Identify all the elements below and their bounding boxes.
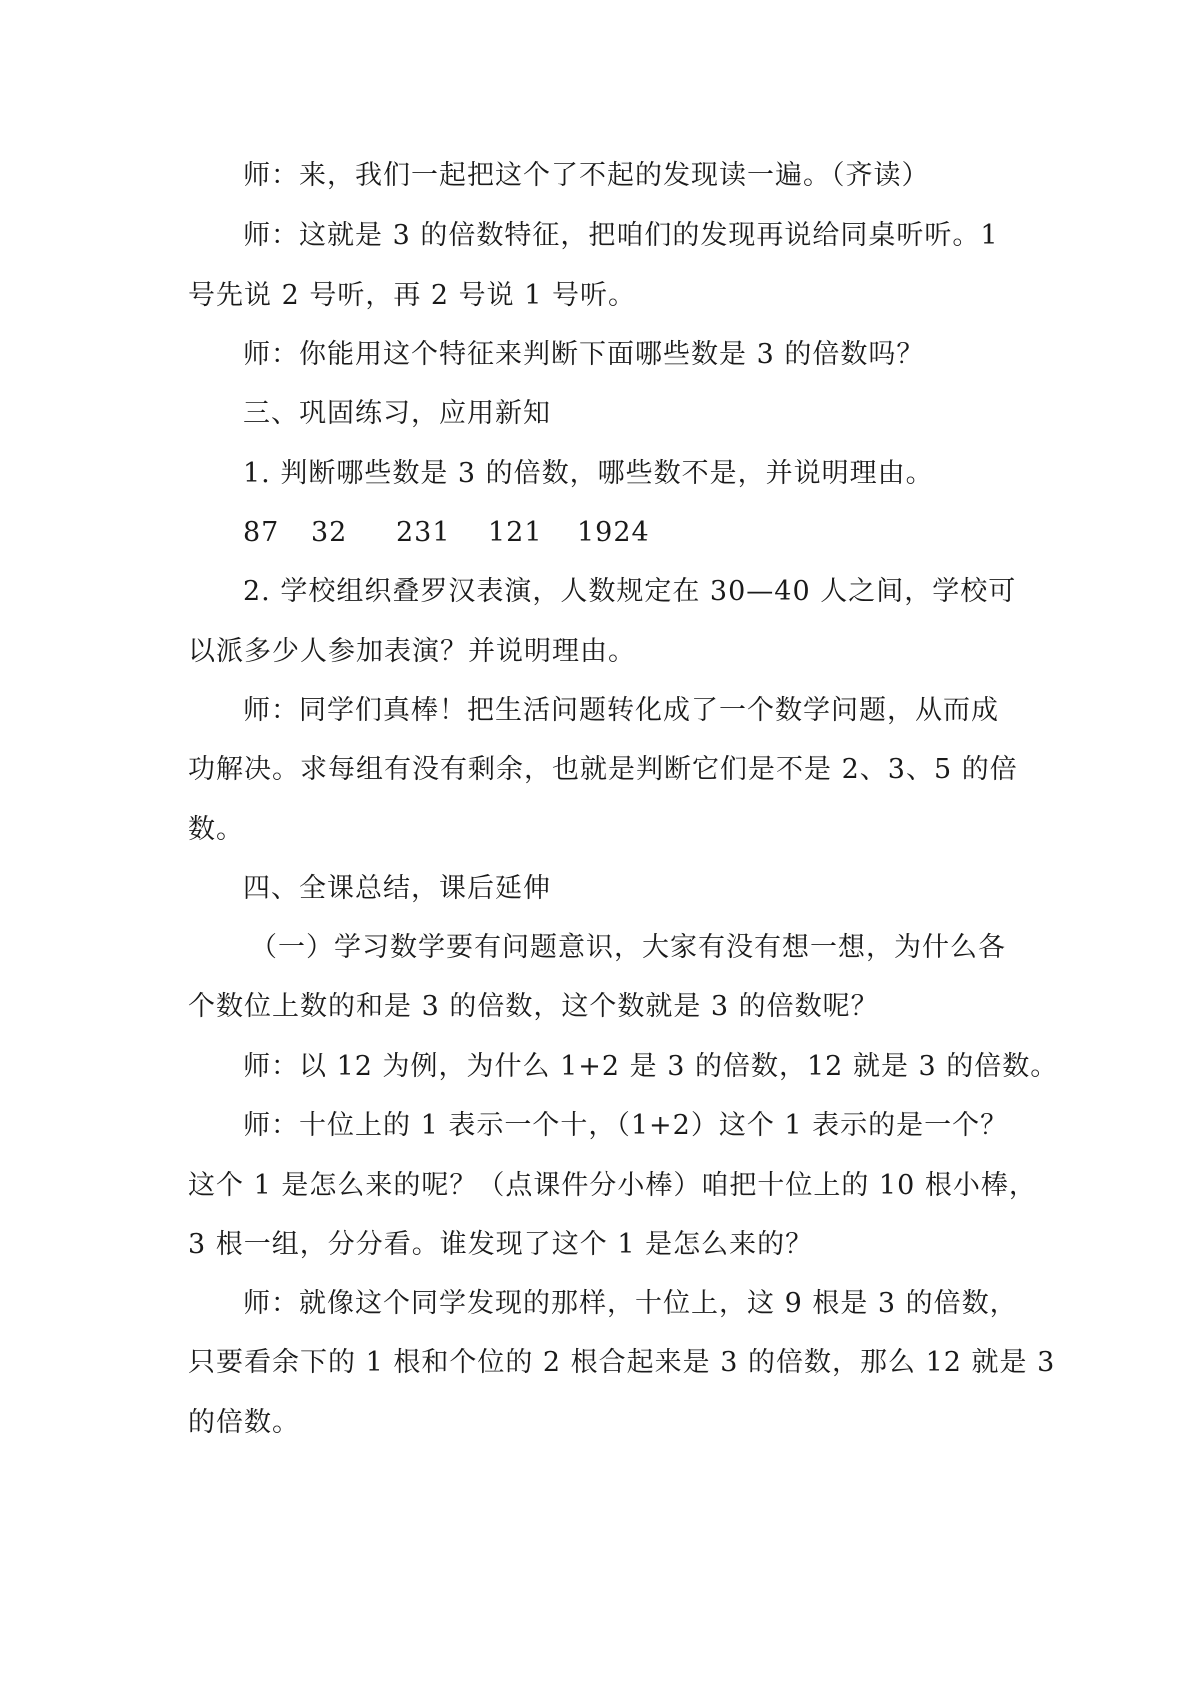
paragraph-line: 师：同学们真棒！把生活问题转化成了一个数学问题，从而成 — [243, 695, 999, 726]
number-list — [0, 515, 1191, 551]
paragraph-line: 师：这就是 3 的倍数特征，把咱们的发现再说给同桌听听。1 — [243, 220, 999, 251]
paragraph-line: 号先说 2 号听，再 2 号说 1 号听。 — [188, 280, 637, 311]
number-item: 1924 — [577, 517, 650, 548]
paragraph-line: 师：十位上的 1 表示一个十，（1+2）这个 1 表示的是一个？ — [243, 1110, 1009, 1141]
paragraph-line: 个数位上数的和是 3 的倍数，这个数就是 3 的倍数呢？ — [188, 991, 879, 1022]
number-item: 231 — [396, 517, 451, 548]
number-item: 32 — [311, 517, 348, 548]
paragraph-line: 以派多少人参加表演？并说明理由。 — [188, 636, 636, 667]
paragraph-line: （一）学习数学要有问题意识，大家有没有想一想，为什么各 — [250, 932, 1006, 963]
paragraph-line: 功解决。求每组有没有剩余，也就是判断它们是不是 2、3、5 的倍 — [188, 754, 1018, 785]
paragraph-line: 这个 1 是怎么来的呢？（点课件分小棒）咱把十位上的 10 根小棒， — [188, 1170, 1037, 1201]
paragraph-line: 师：就像这个同学发现的那样，十位上，这 9 根是 3 的倍数， — [243, 1288, 1018, 1319]
paragraph-line: 的倍数。 — [188, 1407, 300, 1438]
number-item: 121 — [488, 517, 543, 548]
paragraph-line: 师：来，我们一起把这个了不起的发现读一遍。（齐读） — [243, 160, 930, 191]
number-item: 87 — [243, 517, 280, 548]
paragraph-line: 师：以 12 为例，为什么 1+2 是 3 的倍数，12 就是 3 的倍数。 — [243, 1051, 1059, 1082]
section-heading: 四、全课总结，课后延伸 — [243, 873, 551, 904]
paragraph-line: 数。 — [188, 814, 244, 845]
paragraph-line: 只要看余下的 1 根和个位的 2 根合起来是 3 的倍数，那么 12 就是 3 — [188, 1347, 1056, 1378]
paragraph-line: 师：你能用这个特征来判断下面哪些数是 3 的倍数吗？ — [243, 339, 925, 370]
exercise-question: 1. 判断哪些数是 3 的倍数，哪些数不是，并说明理由。 — [243, 458, 934, 489]
paragraph-line: 3 根一组，分分看。谁发现了这个 1 是怎么来的？ — [188, 1229, 814, 1260]
section-heading: 三、巩固练习，应用新知 — [243, 398, 551, 429]
exercise-question: 2. 学校组织叠罗汉表演，人数规定在 30—40 人之间，学校可 — [243, 576, 1017, 607]
